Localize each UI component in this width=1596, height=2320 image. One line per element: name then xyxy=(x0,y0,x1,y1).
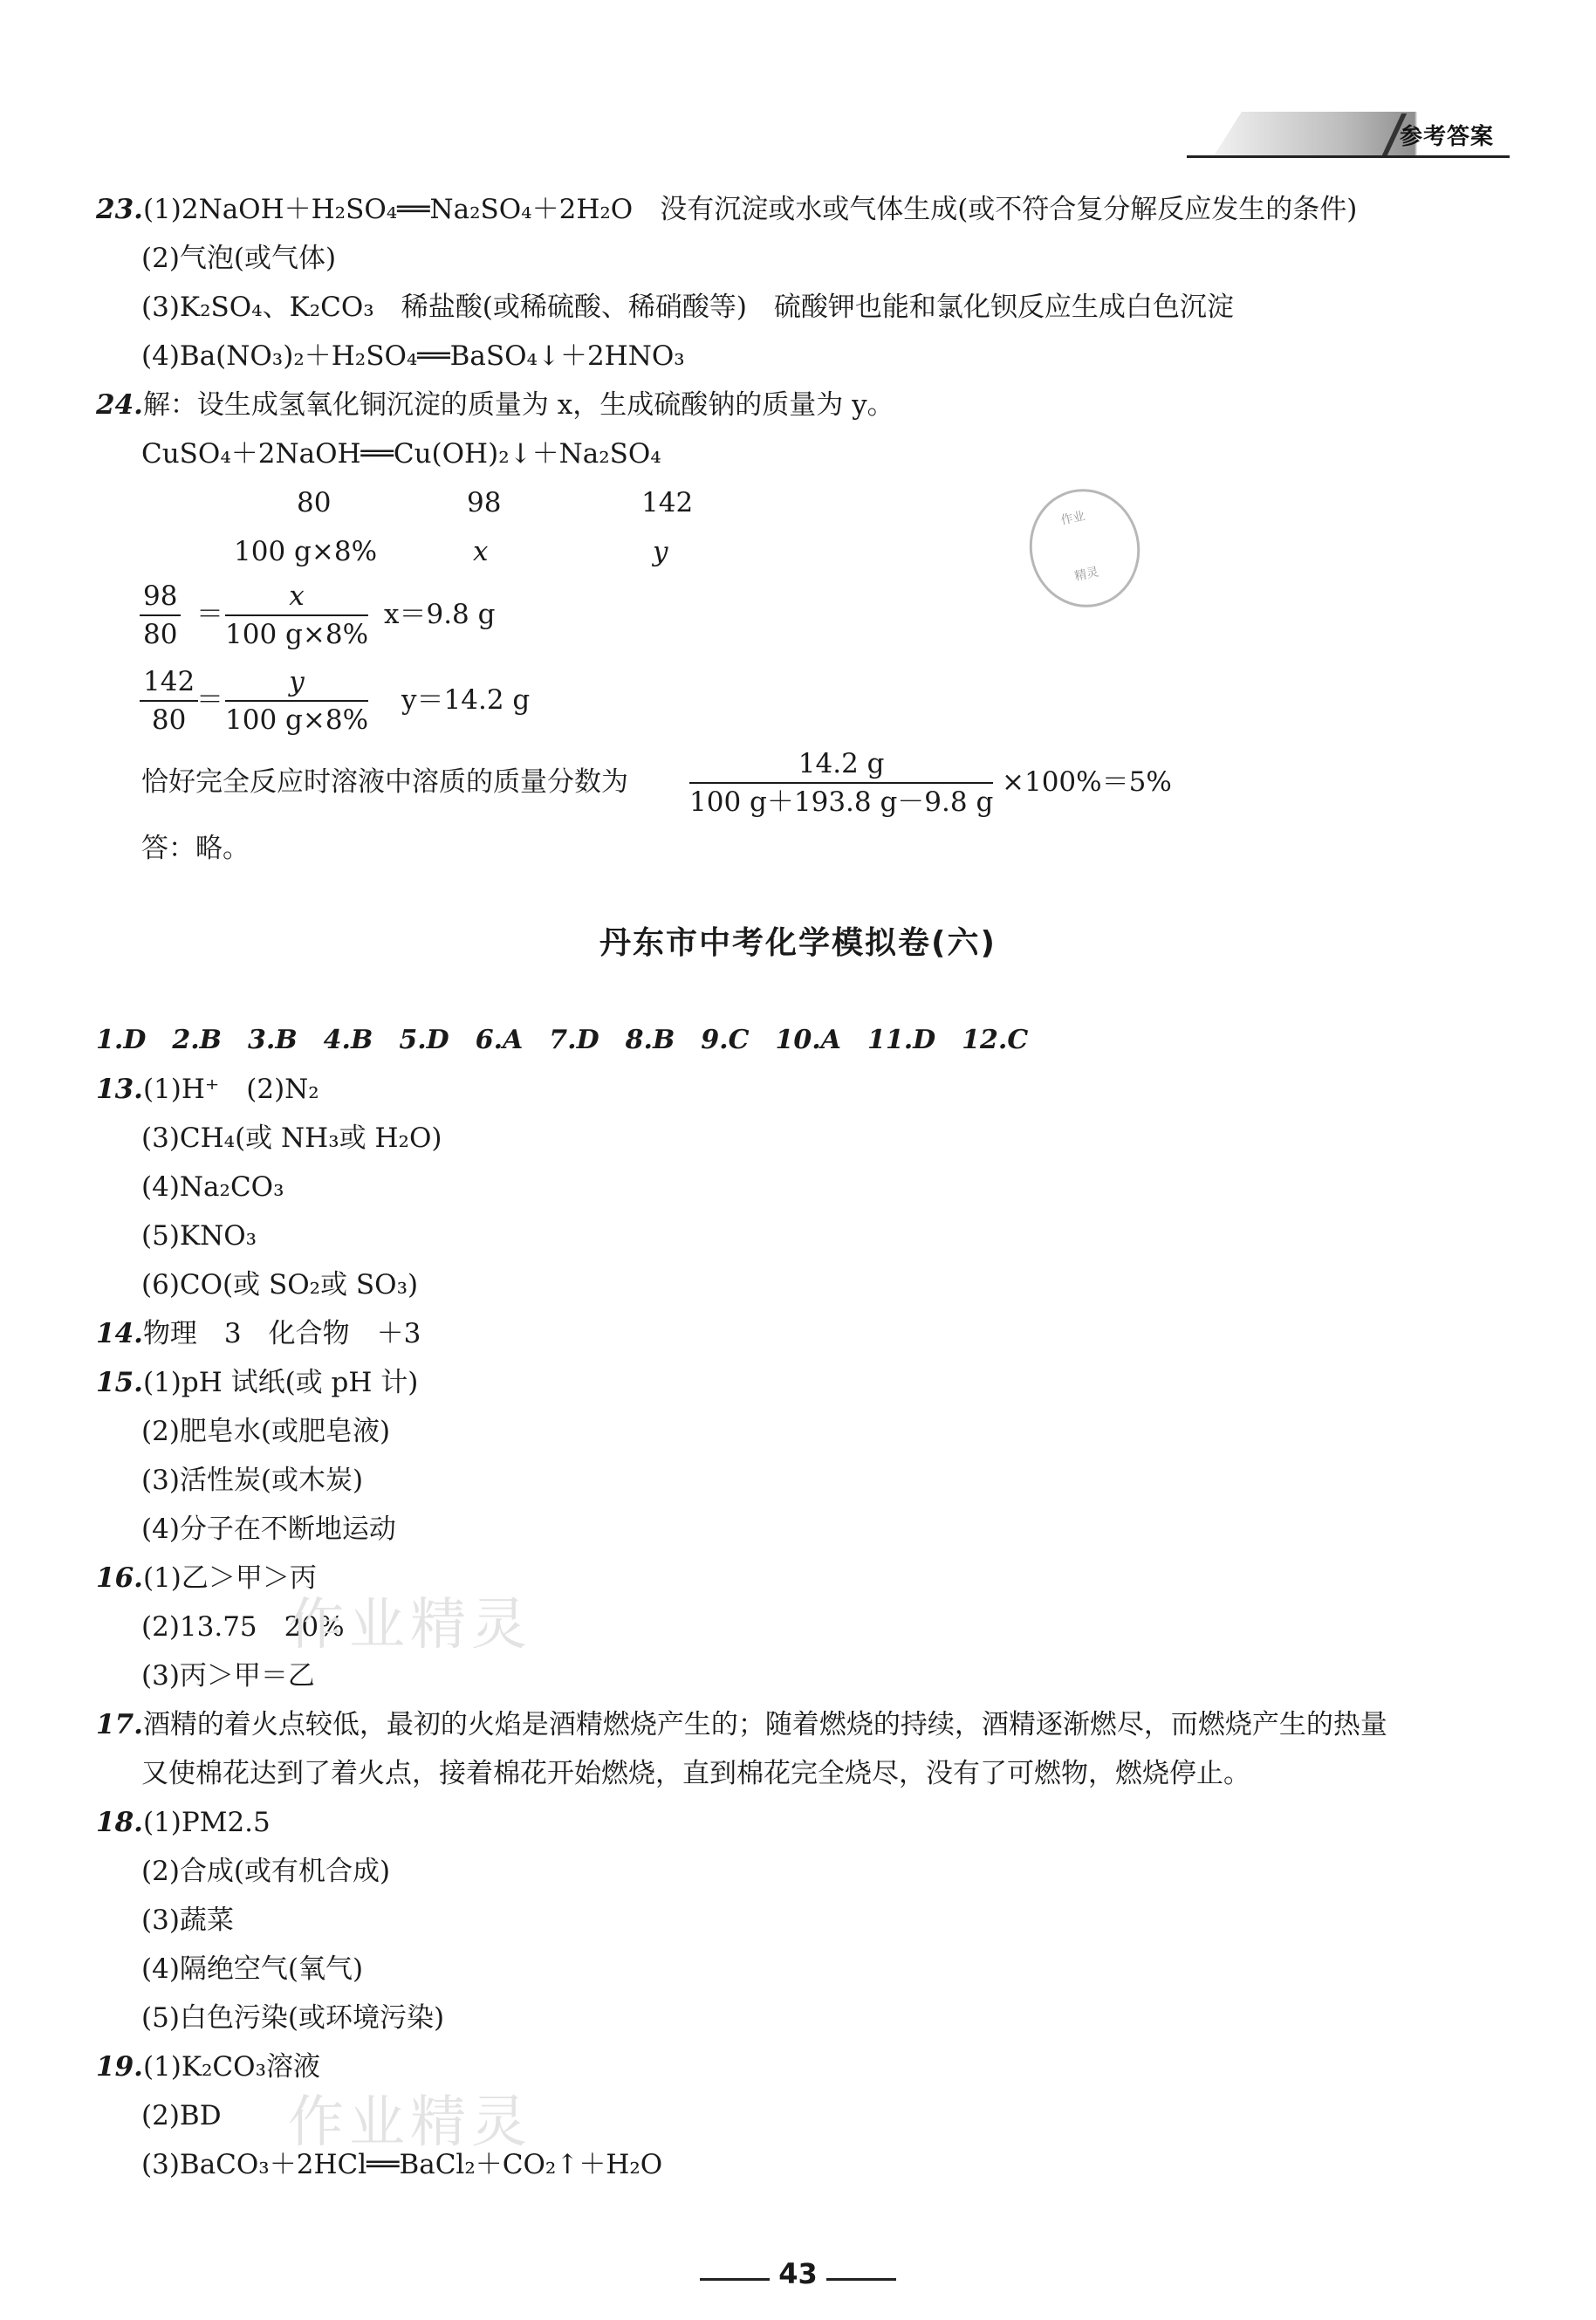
fraction-numerator: x xyxy=(225,580,368,616)
section-title: 丹东市中考化学模拟卷(六) xyxy=(599,925,997,961)
q19-line-1: 19.(1)K₂CO₃溶液 xyxy=(96,2051,320,2083)
q16-line-1: 16.(1)乙＞甲＞丙 xyxy=(96,1562,317,1594)
final-text: 恰好完全反应时溶液中溶质的质量分数为 xyxy=(141,766,628,798)
fraction-numerator: y xyxy=(225,665,368,702)
fraction-x xyxy=(225,580,368,651)
q18-number: 18 xyxy=(96,1807,134,1838)
equals-sign: ＝ xyxy=(196,599,223,630)
watermark: 作业精灵 xyxy=(288,1593,532,1658)
q24-equation: CuSO₄＋2NaOH══Cu(OH)₂↓＋Na₂SO₄ xyxy=(141,438,661,470)
q17-text-1: 酒精的着火点较低，最初的火焰是酒精燃烧产生的；随着燃烧的持续，酒精逐渐燃尽，而燃烧产生的热量 xyxy=(142,1709,1387,1740)
q19-part-1: (1)K₂CO₃溶液 xyxy=(142,2051,320,2083)
q15-part-4: (4)分子在不断地运动 xyxy=(141,1513,396,1545)
q15-part-1: (1)pH 试纸(或 pH 计) xyxy=(142,1367,419,1398)
fraction-denominator: 100 g×8% xyxy=(225,704,369,736)
q24-number: 24 xyxy=(96,389,134,421)
footer-ornament-right xyxy=(826,2278,896,2281)
header-label: 参考答案 xyxy=(1399,124,1494,150)
multiple-choice-answers: 1.D 2.B 3.B 4.B 5.D 6.A 7.D 8.B 9.C 10.A 11.D 12.C xyxy=(96,1025,1029,1055)
fraction-denominator: 80 xyxy=(143,619,178,650)
q14-line: 14.物理 3 化合物 ＋3 xyxy=(96,1318,421,1349)
q16-part-3: (3)丙＞甲＝乙 xyxy=(141,1660,315,1692)
q15-part-3: (3)活性炭(或木炭) xyxy=(141,1465,364,1496)
q24-molar-mass-2: 98 xyxy=(467,487,502,518)
q24-value-1: 100 g×8% xyxy=(234,536,378,567)
result-y: y＝14.2 g xyxy=(401,684,531,716)
q24-value-3: y xyxy=(653,536,668,567)
q17-text-2: 又使棉花达到了着火点，接着棉花开始燃烧，直到棉花完全烧尽，没有了可燃物，燃烧停止。 xyxy=(141,1758,1250,1789)
q24-line-1: 24.解：设生成氢氧化铜沉淀的质量为 x，生成硫酸钠的质量为 y。 xyxy=(96,389,894,421)
q17-line-1: 17.酒精的着火点较低，最初的火焰是酒精燃烧产生的；随着燃烧的持续，酒精逐渐燃尽，而燃烧产生的热量 xyxy=(96,1709,1387,1740)
q23-part-1: (1)2NaOH＋H₂SO₄══Na₂SO₄＋2H₂O 没有沉淀或水或气体生成(或不符合复分解反应发生的条件) xyxy=(142,194,1358,225)
page-header xyxy=(1213,112,1501,157)
q19-number: 19 xyxy=(96,2051,134,2083)
q19-part-3: (3)BaCO₃＋2HCl══BaCl₂＋CO₂↑＋H₂O xyxy=(141,2149,663,2180)
final-result: ×100%＝5% xyxy=(1002,766,1172,798)
q16-part-1: (1)乙＞甲＞丙 xyxy=(142,1562,317,1594)
result-x: x＝9.8 g xyxy=(384,599,496,630)
q13-number: 13 xyxy=(96,1074,134,1105)
stamp-text-top: 作业 xyxy=(1059,509,1087,528)
q18-part-1: (1)PM2.5 xyxy=(142,1807,271,1838)
q18-part-4: (4)隔绝空气(氧气) xyxy=(141,1953,364,1985)
fraction-denominator: 100 g＋193.8 g－9.8 g xyxy=(689,786,994,818)
q13-part-4: (4)Na₂CO₃ xyxy=(141,1171,284,1203)
watermark: 作业精灵 xyxy=(288,2090,532,2155)
fraction-denominator: 100 g×8% xyxy=(225,619,369,650)
q24-intro: 解：设生成氢氧化铜沉淀的质量为 x，生成硫酸钠的质量为 y。 xyxy=(142,389,894,421)
stamp-logo xyxy=(1018,478,1151,617)
q15-number: 15 xyxy=(96,1367,134,1398)
fraction-numerator: 14.2 g xyxy=(689,747,993,784)
q23-number: 23 xyxy=(96,194,134,225)
q13-line-1: 13.(1)H⁺ (2)N₂ xyxy=(96,1074,319,1105)
footer-ornament-left xyxy=(700,2278,770,2281)
q24-answer: 答：略。 xyxy=(141,833,250,864)
page-number: 43 xyxy=(778,2257,818,2290)
fraction-y xyxy=(225,665,368,737)
final-fraction xyxy=(689,747,993,819)
q14-number: 14 xyxy=(96,1318,134,1349)
q16-number: 16 xyxy=(96,1562,134,1594)
q24-molar-mass-3: 142 xyxy=(641,487,694,518)
q24-value-2: x xyxy=(473,536,489,567)
q15-line-1: 15.(1)pH 试纸(或 pH 计) xyxy=(96,1367,419,1398)
header-rule xyxy=(1187,155,1510,158)
q18-part-3: (3)蔬菜 xyxy=(141,1905,234,1936)
page-footer xyxy=(0,2257,1596,2290)
q23-part-3: (3)K₂SO₄、K₂CO₃ 稀盐酸(或稀硫酸、稀硝酸等) 硫酸钾也能和氯化钡反应生成白色沉淀 xyxy=(141,292,1234,323)
q13-part-1: (1)H⁺ (2)N₂ xyxy=(142,1074,319,1105)
q16-part-2: (2)13.75 20% xyxy=(141,1611,345,1643)
fraction-denominator: 80 xyxy=(151,704,187,736)
q18-part-5: (5)白色污染(或环境污染) xyxy=(141,2002,445,2034)
fraction-numerator: 142 xyxy=(140,665,198,702)
q23-line-1: 23.(1)2NaOH＋H₂SO₄══Na₂SO₄＋2H₂O 没有沉淀或水或气体生成(或不符合复分解反应发生的条件) xyxy=(96,194,1358,225)
q18-line-1: 18.(1)PM2.5 xyxy=(96,1807,271,1838)
q13-part-6: (6)CO(或 SO₂或 SO₃) xyxy=(141,1269,419,1301)
q15-part-2: (2)肥皂水(或肥皂液) xyxy=(141,1416,391,1447)
q14-answer: 物理 3 化合物 ＋3 xyxy=(142,1318,421,1349)
q13-part-5: (5)KNO₃ xyxy=(141,1220,257,1252)
fraction-98-80 xyxy=(140,580,181,651)
q13-part-3: (3)CH₄(或 NH₃或 H₂O) xyxy=(141,1122,442,1154)
q18-part-2: (2)合成(或有机合成) xyxy=(141,1856,391,1887)
q23-part-4: (4)Ba(NO₃)₂＋H₂SO₄══BaSO₄↓＋2HNO₃ xyxy=(141,340,685,372)
stamp-text-bottom: 精灵 xyxy=(1072,565,1100,584)
q17-number: 17 xyxy=(96,1709,134,1740)
q23-part-2: (2)气泡(或气体) xyxy=(141,243,337,274)
fraction-numerator: 98 xyxy=(140,580,181,616)
q24-molar-mass-1: 80 xyxy=(297,487,332,518)
fraction-142-80 xyxy=(140,665,198,737)
equals-sign: ＝ xyxy=(196,684,223,716)
q19-part-2: (2)BD xyxy=(141,2100,222,2131)
